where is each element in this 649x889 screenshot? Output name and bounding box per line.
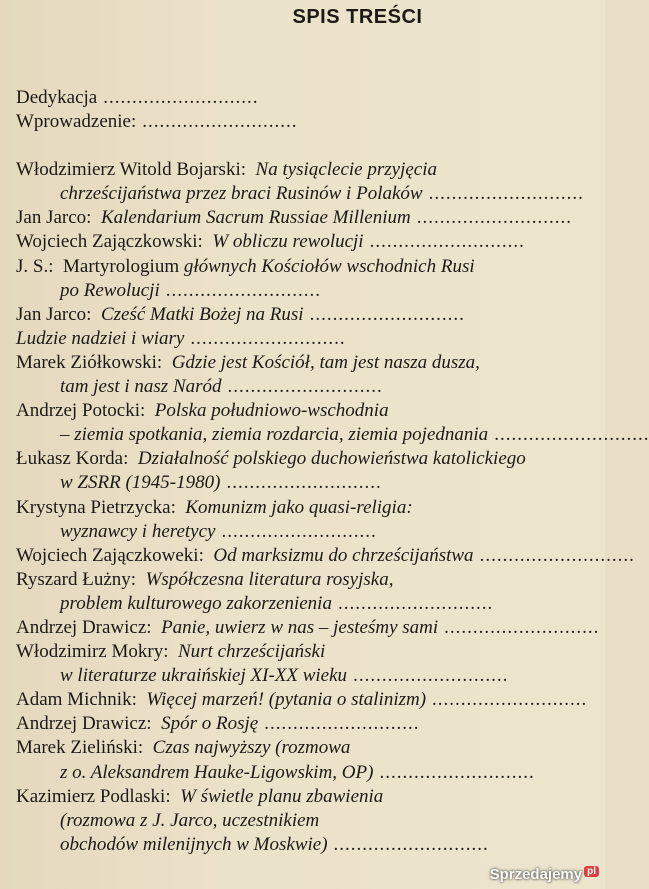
entry-title: Ludzie nadziei i wiary <box>16 327 185 349</box>
entry-author: Wojciech Zajączkoweki: <box>16 544 204 566</box>
leader-dots: ........................... <box>353 665 509 687</box>
leader-dots: ........................... <box>103 87 259 108</box>
leader-dots: ........................... <box>416 207 572 229</box>
entry-title-continuation: problem kulturowego zakorzenienia <box>60 592 332 614</box>
entry-title-continuation: w literaturze ukraińskiej XI-XX wieku <box>60 665 348 687</box>
entry-title-continuation: – ziemia spotkania, ziemia rozdarcia, ziemia pojednania <box>60 424 489 446</box>
entry-title: Gdzie jest Kościół, tam jest nasza dusza, <box>171 351 480 373</box>
entry-title-continuation: z o. Aleksandrem Hauke-Ligowskim, OP) <box>60 761 374 783</box>
leader-dots: ........................... <box>479 544 635 566</box>
toc-entry <box>16 496 616 520</box>
leader-dots: ........................... <box>226 472 382 494</box>
toc-entry <box>16 640 616 664</box>
toc-entry-continuation <box>16 833 616 857</box>
leader-dots: ........................... <box>333 833 489 855</box>
entry-title-plain: Martyrologium <box>63 255 180 277</box>
leader-dots: ........................... <box>227 376 383 398</box>
toc-dedication <box>16 86 616 110</box>
spacer <box>16 134 616 158</box>
entry-author: Krystyna Pietrzycka: <box>16 496 176 518</box>
toc-entry <box>16 230 616 254</box>
entry-author: Adam Michnik: <box>16 689 137 711</box>
entry-title: Więcej marzeń! (pytania o stalinizm) <box>146 689 427 711</box>
leader-dots: ........................... <box>432 689 588 711</box>
toc-entry-continuation <box>16 592 616 616</box>
toc-entry-continuation <box>16 809 616 833</box>
toc-entry-continuation <box>16 423 649 447</box>
toc-entry <box>16 399 616 423</box>
entry-title: Komunizm jako quasi-religia: <box>185 496 413 518</box>
toc-entry-continuation <box>16 520 616 544</box>
page-title: SPIS TREŚCI <box>292 6 423 28</box>
toc-entry-continuation <box>16 471 616 495</box>
watermark-logo <box>490 866 599 883</box>
toc-entry <box>16 447 616 471</box>
leader-dots: ........................... <box>309 303 465 325</box>
entry-author: Kazimierz Podlaski: <box>16 785 171 807</box>
entry-author: Ryszard Łużny: <box>16 568 137 590</box>
entry-title: Polska południowo-wschodnia <box>154 400 389 422</box>
leader-dots: ........................... <box>379 761 535 783</box>
leader-dots: ........................... <box>337 592 494 614</box>
entry-author: Marek Zieliński: <box>16 737 144 759</box>
toc-entry <box>16 544 635 568</box>
toc-entry-continuation <box>16 182 616 206</box>
toc-entry-continuation <box>16 279 616 303</box>
entry-title: Czas najwyższy (rozmowa <box>152 737 351 759</box>
entry-author: Łukasz Korda: <box>16 448 129 470</box>
toc-entry <box>16 255 616 279</box>
entry-author: Marek Ziółkowski: <box>16 351 163 373</box>
leader-dots: ........................... <box>428 183 584 205</box>
entry-title: Od marksizmu do chrześcijaństwa <box>213 544 474 566</box>
leader-dots: ........................... <box>221 520 377 542</box>
entry-title-continuation: chrześcijaństwa przez braci Rusinów i Polaków <box>60 183 423 205</box>
entry-author: Jan Jarco: <box>16 207 92 229</box>
toc-entry <box>16 712 616 736</box>
entry-title: W obliczu rewolucji <box>212 231 364 253</box>
introduction-label: Wprowadzenie: <box>16 111 137 133</box>
entry-author: Andrzej Drawicz: <box>16 713 152 735</box>
leader-dots: ........................... <box>494 424 649 446</box>
entry-author: Wojciech Zajączkowski: <box>16 231 203 253</box>
toc-entry <box>16 351 616 375</box>
toc-entry <box>16 158 616 182</box>
leader-dots: ........................... <box>142 111 298 133</box>
entry-title: Cześć Matki Bożej na Rusi <box>100 303 304 325</box>
toc-entry <box>16 303 616 327</box>
entry-author: Andrzej Potocki: <box>16 400 146 422</box>
entry-title: W świetle planu zbawienia <box>180 785 384 807</box>
leader-dots: ........................... <box>165 279 321 301</box>
toc-entry <box>16 736 616 760</box>
entry-title-continuation: (rozmowa z J. Jarco, uczestnikiem <box>60 809 320 831</box>
toc-entry <box>16 568 616 592</box>
leader-dots: ........................... <box>444 616 600 638</box>
entry-title: Nurt chrześcijański <box>178 641 326 663</box>
toc-entry <box>16 616 616 640</box>
entry-author: Andrzej Drawicz: <box>16 616 152 638</box>
watermark-badge: pl <box>584 866 599 877</box>
entry-title-continuation: po Rewolucji <box>60 279 160 301</box>
toc-entries <box>16 158 649 857</box>
entry-author: Włodzimierz Witold Bojarski: <box>16 159 247 181</box>
leader-dots: ........................... <box>190 327 346 349</box>
entry-author: J. S.: <box>16 255 54 277</box>
watermark-text: Sprzedajemy <box>489 866 583 883</box>
table-of-contents <box>16 86 649 857</box>
entry-title: Panie, uwierz w nas – jesteśmy sami <box>161 616 439 638</box>
entry-title: Współczesna literatura rosyjska, <box>145 568 394 590</box>
toc-entry-continuation <box>16 664 616 688</box>
toc-entry <box>16 688 616 712</box>
entry-title: Na tysiąclecie przyjęcia <box>255 159 438 181</box>
entry-title-continuation: w ZSRR (1945-1980) <box>60 472 221 494</box>
dedication-label: Dedykacja <box>16 87 98 108</box>
toc-entry <box>16 785 616 809</box>
toc-entry-continuation <box>16 375 616 399</box>
entry-author: Włodzimirz Mokry: <box>16 641 169 663</box>
entry-title: Spór o Rosję <box>161 713 259 735</box>
leader-dots: ........................... <box>264 713 420 735</box>
entry-author: Jan Jarco: <box>16 303 92 325</box>
entry-title-continuation: obchodów milenijnych w Moskwie) <box>60 833 328 855</box>
entry-title-continuation: wyznawcy i heretycy <box>60 520 216 542</box>
toc-introduction <box>16 110 616 134</box>
toc-entry-continuation <box>16 761 616 785</box>
toc-entry <box>16 206 616 230</box>
entry-title: głównych Kościołów wschodnich Rusi <box>183 255 475 277</box>
entry-title-continuation: tam jest i nasz Naród <box>60 376 222 398</box>
leader-dots: ........................... <box>369 231 525 253</box>
entry-title: Działalność polskiego duchowieństwa katolickiego <box>137 448 526 470</box>
toc-entry <box>16 327 616 351</box>
entry-title: Kalendarium Sacrum Russiae Millenium <box>100 207 411 229</box>
